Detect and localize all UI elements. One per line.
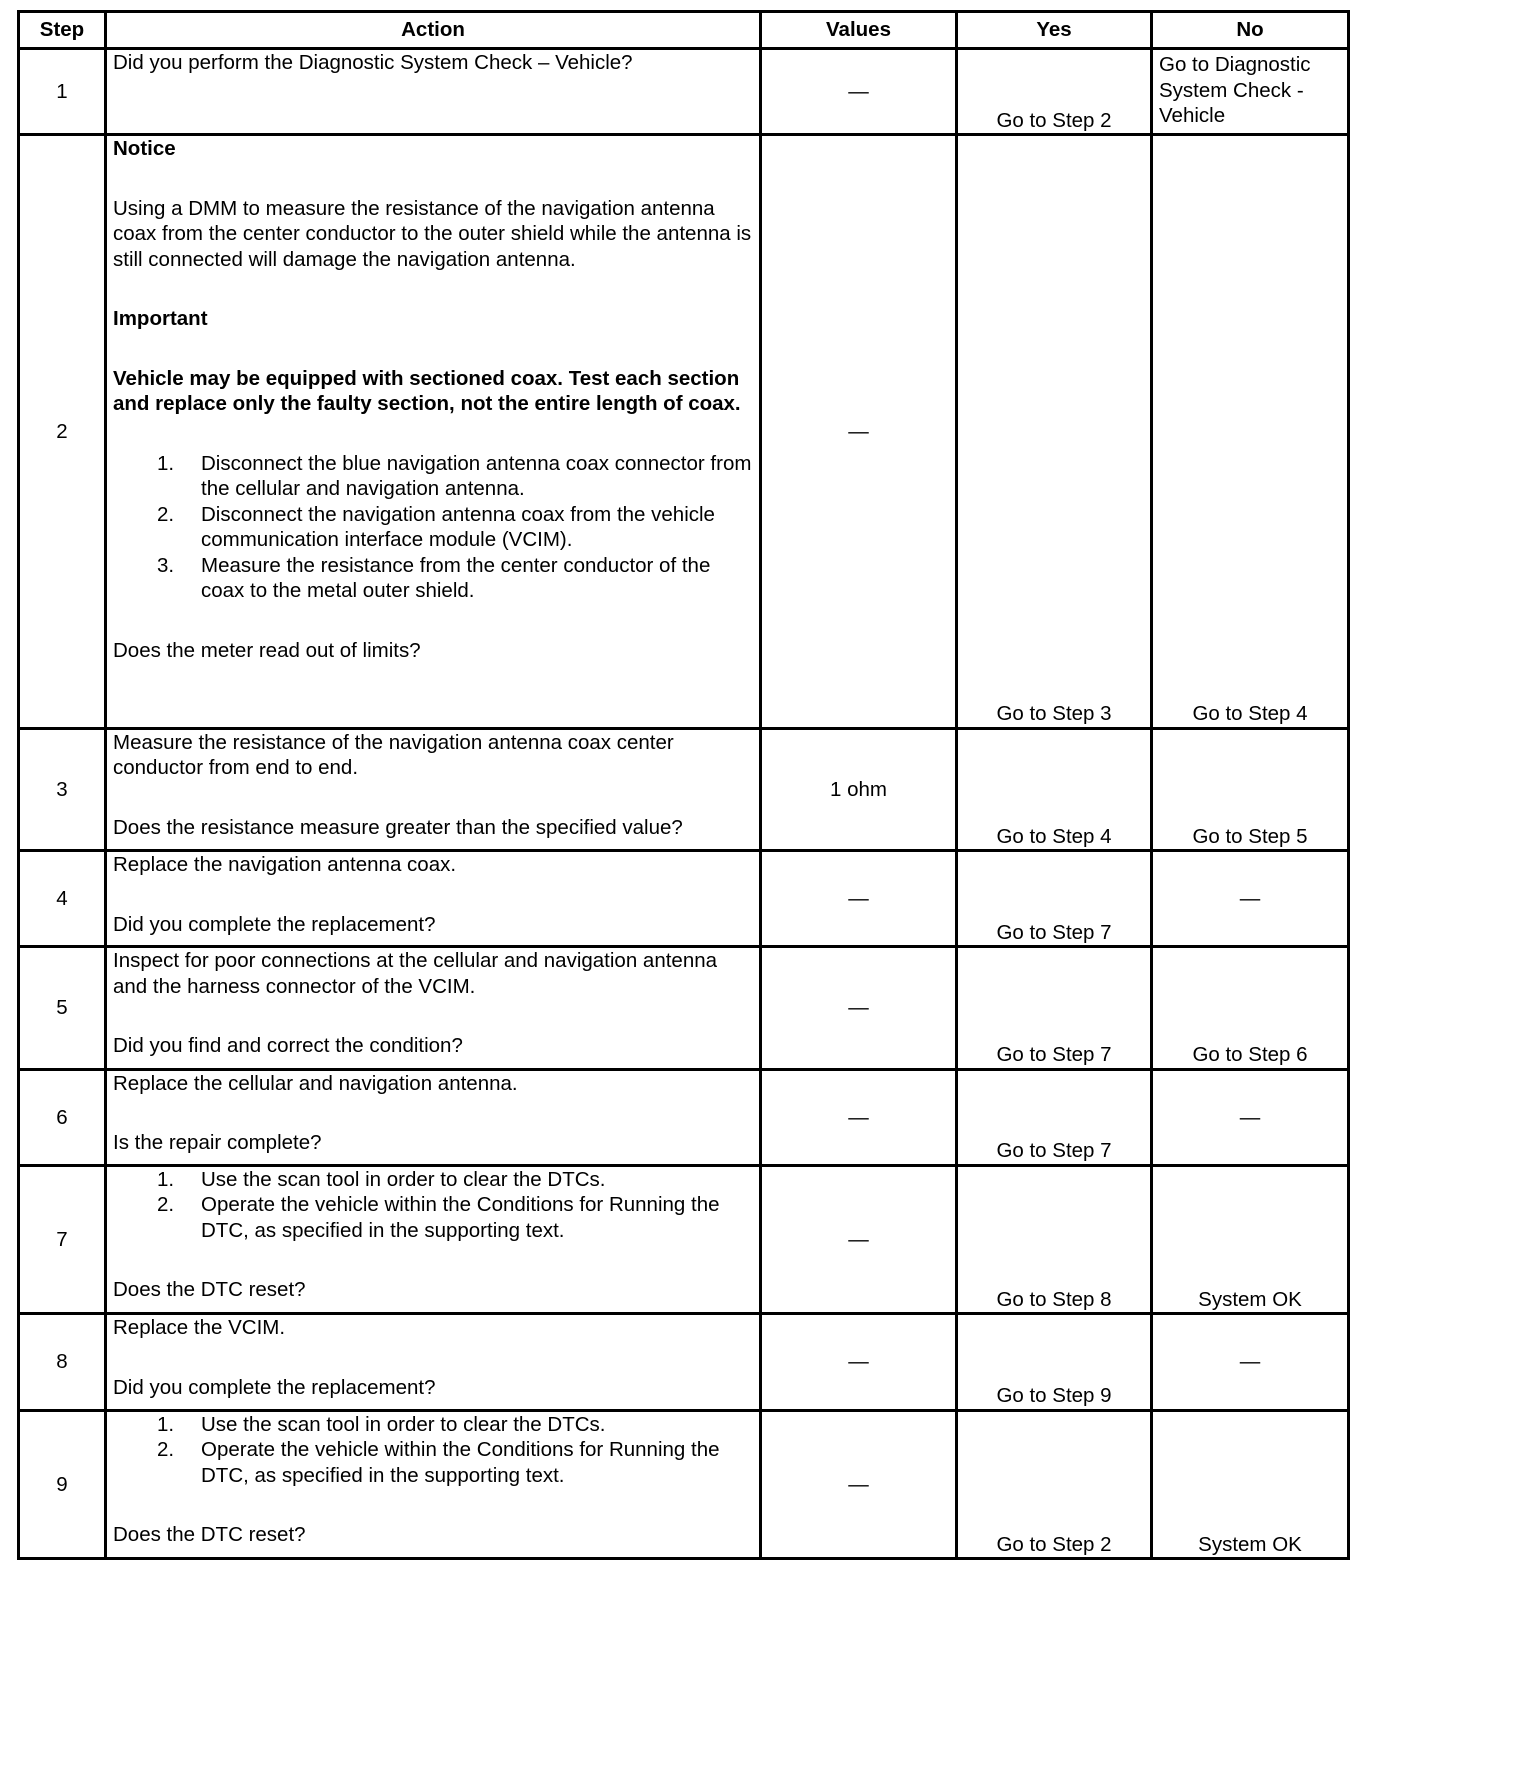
action-cell xyxy=(106,1410,761,1558)
yes-cell: Go to Step 9 xyxy=(957,1314,1152,1410)
values-cell: 1 ohm xyxy=(761,728,957,850)
action-instruction: Measure the resistance of the navigation antenna coax center conductor from end to end. xyxy=(113,730,674,780)
important-text: Vehicle may be equipped with sectioned coax. Test each section and replace only the faulty section, not the entire length of coax. xyxy=(113,366,741,416)
action-cell xyxy=(106,947,761,1069)
no-cell: Go to Diagnostic System Check - Vehicle xyxy=(1152,49,1349,135)
no-cell: — xyxy=(1152,851,1349,947)
list-item-number: 2. xyxy=(157,502,175,526)
list-item-number: 1. xyxy=(157,1167,175,1191)
no-cell: — xyxy=(1152,1314,1349,1410)
procedure-list xyxy=(113,1167,753,1244)
table-row xyxy=(19,851,1349,947)
table-row xyxy=(19,1410,1349,1558)
yes-cell: Go to Step 3 xyxy=(957,135,1152,729)
values-cell: — xyxy=(761,851,957,947)
action-cell xyxy=(106,728,761,850)
list-item xyxy=(113,451,753,502)
table-row xyxy=(19,1314,1349,1410)
list-item-text: Disconnect the blue navigation antenna coax connector from the cellular and navigation antenna. xyxy=(201,451,752,501)
values-cell: — xyxy=(761,947,957,1069)
no-cell: Go to Step 5 xyxy=(1152,728,1349,850)
no-cell: System OK xyxy=(1152,1410,1349,1558)
table-row xyxy=(19,49,1349,135)
action-question: Does the DTC reset? xyxy=(113,1523,306,1547)
list-item xyxy=(113,553,753,604)
yes-cell: Go to Step 7 xyxy=(957,947,1152,1069)
action-question: Did you complete the replacement? xyxy=(113,912,436,936)
list-item-number: 1. xyxy=(157,1412,175,1436)
list-item xyxy=(113,1192,753,1243)
action-instruction: Replace the VCIM. xyxy=(113,1316,286,1340)
list-item-text: Use the scan tool in order to clear the DTCs. xyxy=(201,1412,606,1436)
step-number: 5 xyxy=(19,947,106,1069)
list-item xyxy=(113,1437,753,1488)
list-item-number: 2. xyxy=(157,1438,175,1462)
action-question: Did you perform the Diagnostic System Check – Vehicle? xyxy=(113,51,633,74)
list-item-number: 3. xyxy=(157,553,175,577)
yes-cell: Go to Step 8 xyxy=(957,1165,1152,1313)
header-step: Step xyxy=(19,12,106,49)
action-cell xyxy=(106,1314,761,1410)
yes-cell: Go to Step 4 xyxy=(957,728,1152,850)
step-number: 2 xyxy=(19,135,106,729)
no-cell: System OK xyxy=(1152,1165,1349,1313)
action-question: Does the DTC reset? xyxy=(113,1278,306,1302)
procedure-list xyxy=(113,1412,753,1489)
list-item xyxy=(113,1412,753,1438)
step-number: 8 xyxy=(19,1314,106,1410)
step-number: 3 xyxy=(19,728,106,850)
action-instruction: Replace the navigation antenna coax. xyxy=(113,853,457,877)
values-cell: — xyxy=(761,49,957,135)
list-item xyxy=(113,502,753,553)
list-item-text: Operate the vehicle within the Conditions for Running the DTC, as specified in the supporting text. xyxy=(201,1193,720,1242)
values-cell: — xyxy=(761,1314,957,1410)
yes-cell: Go to Step 2 xyxy=(957,1410,1152,1558)
important-title: Important xyxy=(113,307,208,331)
list-item-number: 1. xyxy=(157,451,175,475)
step-number: 9 xyxy=(19,1410,106,1558)
yes-cell: Go to Step 7 xyxy=(957,851,1152,947)
action-cell xyxy=(106,851,761,947)
action-question: Did you find and correct the condition? xyxy=(113,1034,463,1058)
action-instruction: Inspect for poor connections at the cellular and navigation antenna and the harness connector of the VCIM. xyxy=(113,949,718,998)
step-number: 4 xyxy=(19,851,106,947)
header-values: Values xyxy=(761,12,957,49)
action-cell xyxy=(106,135,761,729)
action-cell xyxy=(106,1165,761,1313)
table-row xyxy=(19,1165,1349,1313)
action-cell xyxy=(106,49,761,135)
list-item-number: 2. xyxy=(157,1193,175,1217)
list-item-text: Disconnect the navigation antenna coax from the vehicle communication interface module (VCIM). xyxy=(201,502,715,552)
values-cell: — xyxy=(761,1165,957,1313)
step-number: 1 xyxy=(19,49,106,135)
header-action: Action xyxy=(106,12,761,49)
notice-title: Notice xyxy=(113,137,176,161)
header-row xyxy=(19,12,1349,49)
yes-cell: Go to Step 7 xyxy=(957,1069,1152,1165)
list-item-text: Operate the vehicle within the Conditions for Running the DTC, as specified in the supporting text. xyxy=(201,1438,720,1487)
table-row xyxy=(19,135,1349,729)
step-number: 7 xyxy=(19,1165,106,1313)
list-item-text: Use the scan tool in order to clear the DTCs. xyxy=(201,1167,606,1191)
notice-text: Using a DMM to measure the resistance of the navigation antenna coax from the center conductor to the outer shield while the antenna is still connected will damage the navigation antenna. xyxy=(113,196,752,271)
header-yes: Yes xyxy=(957,12,1152,49)
table-row xyxy=(19,1069,1349,1165)
action-question: Does the meter read out of limits? xyxy=(113,638,421,662)
values-cell: — xyxy=(761,135,957,729)
list-item xyxy=(113,1167,753,1193)
procedure-list xyxy=(113,451,753,604)
action-cell xyxy=(106,1069,761,1165)
yes-cell: Go to Step 2 xyxy=(957,49,1152,135)
action-question: Did you complete the replacement? xyxy=(113,1375,436,1399)
step-number: 6 xyxy=(19,1069,106,1165)
header-no: No xyxy=(1152,12,1349,49)
no-cell: Go to Step 6 xyxy=(1152,947,1349,1069)
table-row xyxy=(19,728,1349,850)
no-cell: — xyxy=(1152,1069,1349,1165)
table-row xyxy=(19,947,1349,1069)
list-item-text: Measure the resistance from the center conductor of the coax to the metal outer shield. xyxy=(201,553,711,603)
action-question: Is the repair complete? xyxy=(113,1131,322,1155)
no-cell: Go to Step 4 xyxy=(1152,135,1349,729)
values-cell: — xyxy=(761,1069,957,1165)
values-cell: — xyxy=(761,1410,957,1558)
diagnostic-table xyxy=(17,10,1350,1560)
action-question: Does the resistance measure greater than the specified value? xyxy=(113,815,683,839)
action-instruction: Replace the cellular and navigation antenna. xyxy=(113,1071,518,1095)
